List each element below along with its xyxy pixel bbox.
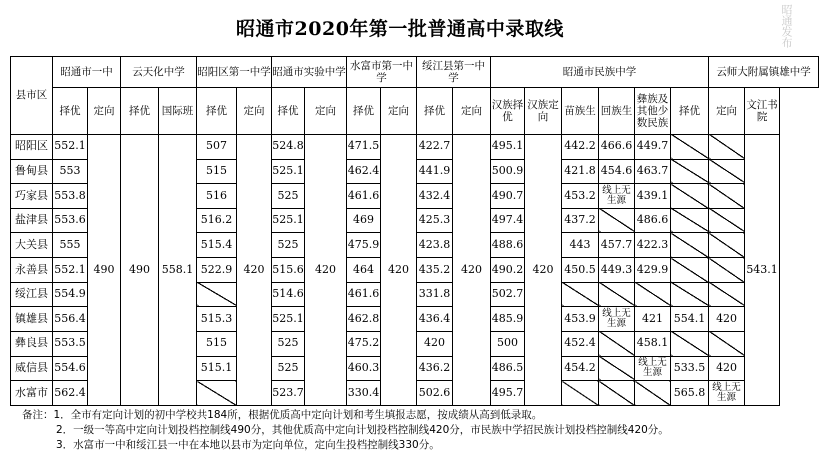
- cell-mz-miao: 450.5: [562, 258, 599, 283]
- cell-zy1-dingxiang: 420: [237, 134, 272, 405]
- county-name: 盐津县: [11, 208, 53, 233]
- subheader-yizu: 彝族及其他少数民族: [635, 87, 671, 134]
- cell-mz-hanzu-zeyou: 502.7: [491, 282, 525, 307]
- school-header-zy1: 昭阳区第一中学: [197, 57, 272, 88]
- cell-zx-zeyou-empty: [671, 282, 709, 307]
- subheader-dingxiang: 定向: [237, 87, 272, 134]
- cell-mz-yi: 线上无生源: [635, 356, 671, 381]
- cell-zy1-zeyou: 515.1: [197, 356, 237, 381]
- cell-mz-yi: 486.6: [635, 208, 671, 233]
- cell-mz-hanzu-zeyou: 490.2: [491, 258, 525, 283]
- cell-zx-dingxiang-empty: [709, 159, 745, 184]
- note-line: 2．一级一等高中定向计划投档控制线490分，其他优质高中定向计划投档控制线420分，市民族中学招民族计划投档控制线420分。: [56, 424, 669, 436]
- subheader-zeyou: 择优: [347, 87, 381, 134]
- cell-sj-zeyou: 436.4: [417, 307, 453, 332]
- county-name: 鲁甸县: [11, 159, 53, 184]
- cell-mz-yi: 463.7: [635, 159, 671, 184]
- cell-sy-dingxiang: 420: [305, 134, 347, 405]
- cell-sy-zeyou: 525: [272, 233, 305, 258]
- cell-mz-miao: 453.9: [562, 307, 599, 332]
- page-title: 昭通市2020年第一批普通高中录取线: [236, 18, 564, 40]
- cell-sy-zeyou: 515.6: [272, 258, 305, 283]
- cell-zy1-zeyou: 515.4: [197, 233, 237, 258]
- subheader-miaozu: 苗族生: [562, 87, 599, 134]
- cell-zt1-zeyou: 555: [53, 233, 88, 258]
- cell-sj-zeyou: 422.7: [417, 134, 453, 159]
- county-name: 绥江县: [11, 282, 53, 307]
- cell-sj-zeyou: 436.2: [417, 356, 453, 381]
- cell-mz-miao: 442.2: [562, 134, 599, 159]
- cell-mz-hanzu-zeyou: 497.4: [491, 208, 525, 233]
- cell-sj-zeyou: 425.3: [417, 208, 453, 233]
- cell-zt1-zeyou: 552.1: [53, 258, 88, 283]
- school-header-sf: 水富市第一中学: [347, 57, 417, 88]
- subheader-zeyou: 择优: [272, 87, 305, 134]
- cell-mz-miao: 443: [562, 233, 599, 258]
- cell-sy-zeyou: 525.1: [272, 208, 305, 233]
- subheader-zeyou: 择优: [121, 87, 159, 134]
- cell-zy1-zeyou: 515.3: [197, 307, 237, 332]
- cell-zy1-zeyou: 507: [197, 134, 237, 159]
- county-name: 镇雄县: [11, 307, 53, 332]
- cell-mz-miao: 421.8: [562, 159, 599, 184]
- cell-zx-dingxiang-empty: [709, 258, 745, 283]
- subheader-zeyou: 择优: [417, 87, 453, 134]
- cell-sf-zeyou: 471.5: [347, 134, 381, 159]
- cell-zx-zeyou-empty: [671, 159, 709, 184]
- subheader-dingxiang: 定向: [88, 87, 121, 134]
- cell-zx-dingxiang: 420: [709, 356, 745, 381]
- cell-wenjiang: 543.1: [745, 134, 780, 405]
- cell-zx-zeyou-empty: [671, 184, 709, 209]
- cell-sy-zeyou: 525.1: [272, 307, 305, 332]
- school-header-sy: 昭通市实验中学: [272, 57, 347, 88]
- cell-zt1-zeyou: 554.9: [53, 282, 88, 307]
- subheader-wenjiang: 文江书院: [745, 87, 780, 134]
- school-header-mz: 昭通市民族中学: [491, 57, 709, 88]
- cell-zy1-zeyou: 522.9: [197, 258, 237, 283]
- cell-zy1-zeyou: 516.2: [197, 208, 237, 233]
- cell-sy-zeyou: 524.8: [272, 134, 305, 159]
- subheader-huizu: 回族生: [599, 87, 635, 134]
- cell-sj-zeyou: 423.8: [417, 233, 453, 258]
- cell-sj-zeyou: 331.8: [417, 282, 453, 307]
- cell-sj-dingxiang: 420: [453, 134, 491, 405]
- cell-sy-zeyou: 525: [272, 331, 305, 356]
- cell-sj-zeyou: 441.9: [417, 159, 453, 184]
- cell-zx-zeyou-empty: [671, 233, 709, 258]
- note-line: 备注：1．全市有定向计划的初中学校共184所，根据优质高中定向计划和考生填报志愿，按成绩从高到低录取。: [22, 409, 543, 421]
- school-header-sj: 绥江县第一中学: [417, 57, 491, 88]
- cell-mz-hanzu-zeyou: 485.9: [491, 307, 525, 332]
- cell-mz-hui-empty: [599, 208, 635, 233]
- cell-sf-zeyou: 469: [347, 208, 381, 233]
- subheader-zeyou: 择优: [53, 87, 88, 134]
- cell-sf-zeyou: 475.9: [347, 233, 381, 258]
- notes: [22, 408, 792, 453]
- cell-zx-zeyou-empty: [671, 134, 709, 159]
- cell-mz-miao: 452.4: [562, 331, 599, 356]
- cell-zt1-zeyou: 553.8: [53, 184, 88, 209]
- cell-zt1-zeyou: 553.6: [53, 208, 88, 233]
- cell-mz-hui: 449.3: [599, 258, 635, 283]
- cell-sy-zeyou: 525: [272, 356, 305, 381]
- cell-mz-hui: 454.6: [599, 159, 635, 184]
- cell-zx-dingxiang: 线上无生源: [709, 381, 745, 406]
- cell-mz-hui: 线上无生源: [599, 184, 635, 209]
- school-header-zx: 云师大附属镇雄中学: [709, 57, 819, 88]
- cell-sf-zeyou: 461.6: [347, 282, 381, 307]
- cell-zt1-zeyou: 562.4: [53, 381, 88, 406]
- cell-zt1-zeyou: 553: [53, 159, 88, 184]
- cell-mz-hui-empty: [599, 381, 635, 406]
- cell-sf-zeyou: 460.3: [347, 356, 381, 381]
- cell-sy-zeyou: 523.7: [272, 381, 305, 406]
- county-name: 巧家县: [11, 184, 53, 209]
- cell-mz-yi-empty: [635, 381, 671, 406]
- school-header-ytz: 云天化中学: [121, 57, 197, 88]
- cell-sf-zeyou: 462.4: [347, 159, 381, 184]
- cell-sf-zeyou: 461.6: [347, 184, 381, 209]
- cell-zx-dingxiang-empty: [709, 184, 745, 209]
- county-header: 县市区: [11, 57, 53, 135]
- county-name: 大关县: [11, 233, 53, 258]
- cell-zy1-zeyou: 515: [197, 331, 237, 356]
- cell-zx-dingxiang-empty: [709, 134, 745, 159]
- cell-zx-dingxiang-empty: [709, 331, 745, 356]
- cell-zx-dingxiang-empty: [709, 208, 745, 233]
- note-line: 3．水富市一中和绥江县一中在本地以县市为定向单位，定向生投档控制线330分。: [56, 439, 440, 451]
- cell-mz-yi: 421: [635, 307, 671, 332]
- county-name: 昭阳区: [11, 134, 53, 159]
- subheader-dingxiang: 定向: [381, 87, 417, 134]
- cell-zy1-zeyou: 515: [197, 159, 237, 184]
- cell-mz-hanzu-zeyou: 486.5: [491, 356, 525, 381]
- cell-sj-zeyou: 502.6: [417, 381, 453, 406]
- cell-zt1-zeyou: 556.4: [53, 307, 88, 332]
- cell-zy1-zeyou-empty: [197, 282, 237, 307]
- cell-mz-hanzu-zeyou: 488.6: [491, 233, 525, 258]
- cell-mz-hui: 线上无生源: [599, 307, 635, 332]
- subheader-hanzu-dingxiang: 汉族定向: [525, 87, 562, 134]
- county-name: 彝良县: [11, 331, 53, 356]
- cell-zt1-zeyou: 553.5: [53, 331, 88, 356]
- subheader-zeyou: 择优: [671, 87, 709, 134]
- cell-zt1-dingxiang: 490: [88, 134, 121, 405]
- cell-zt1-zeyou: 554.6: [53, 356, 88, 381]
- cell-sy-zeyou: 525.1: [272, 159, 305, 184]
- cell-sj-zeyou: 420: [417, 331, 453, 356]
- cell-sf-zeyou: 462.8: [347, 307, 381, 332]
- county-name: 威信县: [11, 356, 53, 381]
- cell-mz-hui-empty: [599, 331, 635, 356]
- cell-sf-zeyou: 475.2: [347, 331, 381, 356]
- cell-sf-zeyou: 330.4: [347, 381, 381, 406]
- cell-sf-dingxiang: 420: [381, 134, 417, 405]
- cell-mz-hui-empty: [599, 282, 635, 307]
- cell-mz-yi: 458.1: [635, 331, 671, 356]
- cell-mz-miao: 454.2: [562, 356, 599, 381]
- cell-mz-yi: 449.7: [635, 134, 671, 159]
- cell-zx-zeyou-empty: [671, 331, 709, 356]
- cell-sy-zeyou: 525: [272, 184, 305, 209]
- cell-sj-zeyou: 435.2: [417, 258, 453, 283]
- cell-zx-zeyou: 554.1: [671, 307, 709, 332]
- subheader-zeyou: 择优: [197, 87, 237, 134]
- subheader-hanzu-zeyou: 汉族择优: [491, 87, 525, 134]
- admission-score-table: [10, 56, 819, 406]
- cell-mz-hanzu-zeyou: 495.1: [491, 134, 525, 159]
- subheader-dingxiang: 定向: [453, 87, 491, 134]
- cell-zx-zeyou-empty: [671, 258, 709, 283]
- cell-zx-zeyou: 565.8: [671, 381, 709, 406]
- cell-mz-miao-empty: [562, 381, 599, 406]
- cell-zy1-zeyou: 516: [197, 184, 237, 209]
- subheader-dingxiang: 定向: [709, 87, 745, 134]
- cell-zx-zeyou-empty: [671, 208, 709, 233]
- cell-mz-yi-empty: [635, 282, 671, 307]
- cell-zy1-zeyou-empty: [197, 381, 237, 406]
- cell-sj-zeyou: 432.4: [417, 184, 453, 209]
- cell-zx-dingxiang-empty: [709, 233, 745, 258]
- cell-sf-zeyou: 464: [347, 258, 381, 283]
- cell-mz-hanzu-dingxiang: 420: [525, 134, 562, 405]
- cell-mz-hui: 466.6: [599, 134, 635, 159]
- cell-mz-hanzu-zeyou: 500: [491, 331, 525, 356]
- cell-mz-yi: 429.9: [635, 258, 671, 283]
- cell-zx-zeyou: 533.5: [671, 356, 709, 381]
- subheader-guoji: 国际班: [159, 87, 197, 134]
- cell-mz-miao-empty: [562, 282, 599, 307]
- cell-mz-hui-empty: [599, 356, 635, 381]
- cell-mz-miao: 453.2: [562, 184, 599, 209]
- school-header-zt1: 昭通市一中: [53, 57, 121, 88]
- cell-mz-hanzu-zeyou: 500.9: [491, 159, 525, 184]
- subheader-dingxiang: 定向: [305, 87, 347, 134]
- cell-ytz-guoji: 558.1: [159, 134, 197, 405]
- cell-mz-yi: 439.1: [635, 184, 671, 209]
- cell-zt1-zeyou: 552.1: [53, 134, 88, 159]
- cell-zx-dingxiang-empty: [709, 282, 745, 307]
- cell-sy-zeyou: 514.6: [272, 282, 305, 307]
- county-name: 永善县: [11, 258, 53, 283]
- cell-mz-miao: 437.2: [562, 208, 599, 233]
- cell-mz-hui: 457.7: [599, 233, 635, 258]
- cell-zx-dingxiang: 420: [709, 307, 745, 332]
- county-name: 水富市: [11, 381, 53, 406]
- cell-ytz-zeyou: 490: [121, 134, 159, 405]
- cell-mz-hanzu-zeyou: 495.7: [491, 381, 525, 406]
- cell-mz-hanzu-zeyou: 490.7: [491, 184, 525, 209]
- cell-mz-yi: 422.3: [635, 233, 671, 258]
- watermark: 昭通发布: [780, 4, 793, 48]
